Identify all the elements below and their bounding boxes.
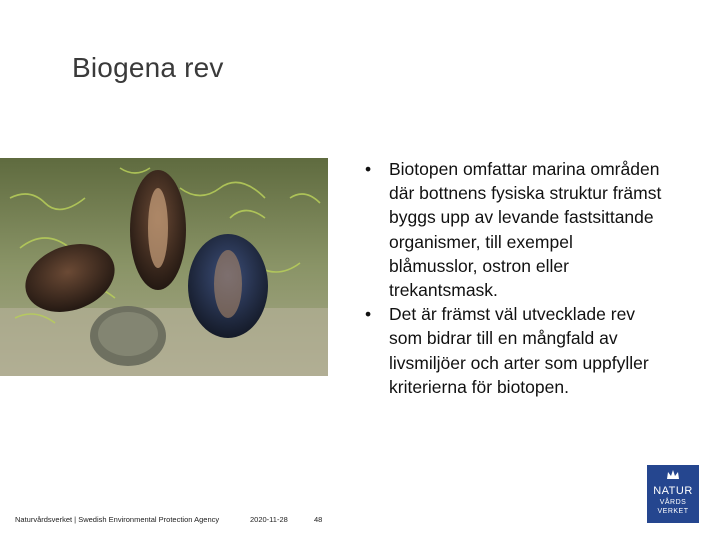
bullet-list [365, 157, 665, 399]
bullet-text: Biotopen omfattar marina områden där bottnens fysiska struktur främst byggs upp av levande fastsittande organismer, till exempel blåmusslor, ostron eller trekantsmask. [389, 159, 662, 301]
bullet-text: Det är främst väl utvecklade rev som bidrar till en mångfald av livsmiljöer och arter som uppfyller kriterierna för biotopen. [389, 304, 649, 397]
footer-organization: Naturvårdsverket | Swedish Environmental Protection Agency [15, 515, 220, 524]
logo-line-1: NATUR [653, 485, 693, 497]
slide-title: Biogena rev [72, 52, 224, 83]
mussel-photo [0, 158, 328, 376]
logo-line-3: VERKET [657, 508, 689, 515]
mussel-photo-illustration [0, 158, 328, 376]
bullet-item [365, 157, 665, 302]
bullet-item [365, 302, 665, 399]
footer-page-number: 48 [314, 515, 323, 524]
bullet-dot: • [365, 304, 372, 325]
bullet-dot: • [365, 159, 372, 179]
naturvardsverket-logo [647, 465, 699, 523]
logo-line-2: VÅRDS [659, 499, 687, 506]
crown-icon [666, 469, 680, 481]
footer-date: 2020-11-28 [250, 515, 288, 524]
